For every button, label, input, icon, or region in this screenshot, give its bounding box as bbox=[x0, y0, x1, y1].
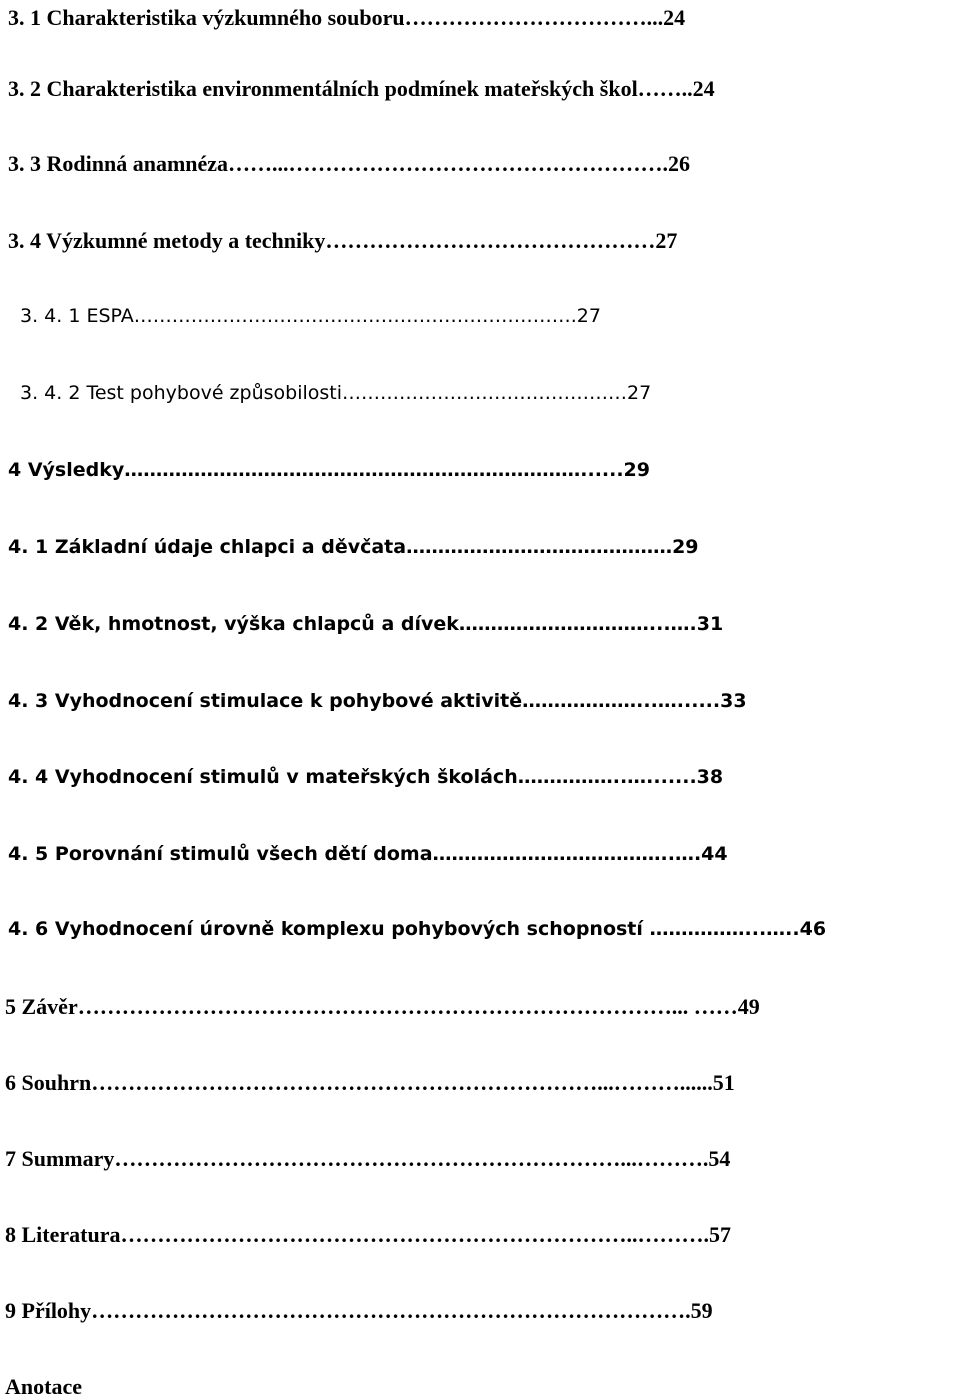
toc-entry: 4 Výsledky………………………………………………………………......29 bbox=[8, 459, 651, 481]
toc-entry: 7 Summary……………………………………………………………...……….54 bbox=[5, 1146, 731, 1171]
toc-entry: 4. 1 Základní údaje chlapci a děvčata……………………………………29 bbox=[8, 536, 699, 558]
toc-entry: 4. 2 Věk, hmotnost, výška chlapců a dívek…………………………...….31 bbox=[8, 613, 724, 635]
toc-entry: 4. 4 Vyhodnocení stimulů v mateřských školách……………..….......38 bbox=[8, 766, 724, 788]
toc-entry: 3. 4. 2 Test pohybové způsobilosti………………………………………27 bbox=[20, 382, 652, 404]
toc-entry: 6 Souhrn……………………………………………………………...………......51 bbox=[5, 1070, 735, 1095]
toc-entry: 4. 6 Vyhodnocení úrovně komplexu pohybových schopností ……………...…..46 bbox=[8, 918, 827, 940]
toc-entry: 5 Závěr………………………………………………………………………... ……49 bbox=[5, 994, 760, 1019]
toc-entry: 9 Přílohy……………………………………………………………………….59 bbox=[5, 1298, 713, 1323]
toc-entry: 3. 4. 1 ESPA…………………………………………………………….27 bbox=[20, 305, 601, 327]
toc-entry: 3. 3 Rodinná anamnéza……...…………………………………………….26 bbox=[8, 151, 691, 176]
toc-entry: 8 Literatura……………………………………………………………..……….57 bbox=[5, 1222, 731, 1247]
toc-entry: Anotace bbox=[5, 1374, 82, 1399]
toc-entry: 4. 5 Porovnání stimulů všech dětí doma………………………………..….44 bbox=[8, 843, 728, 865]
toc-entry: 3. 1 Charakteristika výzkumného souboru……………………………...24 bbox=[8, 5, 686, 30]
toc-entry: 3. 2 Charakteristika environmentálních podmínek mateřských škol……..24 bbox=[8, 76, 715, 101]
toc-entry: 4. 3 Vyhodnocení stimulace k pohybové aktivitě………………...…......33 bbox=[8, 690, 747, 712]
toc-entry: 3. 4 Výzkumné metody a techniky………………………………………27 bbox=[8, 228, 678, 253]
